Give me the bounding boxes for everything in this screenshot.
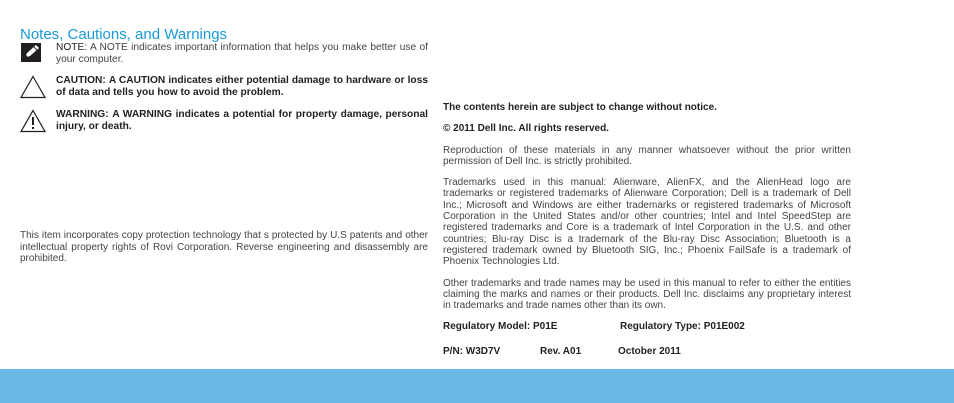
- rovi-notice: This item incorporates copy protection technology that s protected by U.S patents and other intellectual property rights of Rovi Corporation. Reverse engineering and disassembly are prohibited.: [20, 230, 428, 264]
- note-pencil-icon: [20, 42, 46, 66]
- note-label: NOTE:: [56, 42, 88, 53]
- regulatory-row: [443, 321, 851, 332]
- part-number-row: [443, 346, 851, 357]
- part-number: P/N: W3D7V: [443, 345, 501, 357]
- caution-triangle-icon: [20, 75, 46, 99]
- caution-label: CAUTION:: [56, 75, 106, 86]
- copyright: © 2011 Dell Inc. All rights reserved.: [443, 123, 609, 135]
- other-trademarks-text: Other trademarks and trade names may be used in this manual to refer to either the entities claiming the marks and names or their products. Dell Inc. disclaims any proprietary interest in trademarks and trade names other than its own.: [443, 277, 851, 312]
- trademarks-text: Trademarks used in this manual: Alienware, AlienFX, and the AlienHead logo are trademarks or registered trademarks of Alienware Corporation; Dell is a trademark of Dell Inc.; Microsoft and Windows are either trademarks or registered trademarks of Microsoft Corporation in the United States and/or other countries; Intel and Intel SpeedStep are registered trademarks and Core is a trademark of Intel Corporation in the U.S. and other countries; Blu-ray Disc is a trademark of the Blu-ray Disc Association; Bluetooth is a registered trademark owned by Bluetooth SIG, Inc.; Phoenix FailSafe is a trademark of Phoenix Technologies Ltd.: [443, 177, 851, 268]
- page-title: Notes, Cautions, and Warnings: [20, 26, 228, 44]
- warning-label: WARNING:: [56, 109, 109, 120]
- warning-block: [20, 109, 428, 133]
- caution-block: [20, 75, 428, 99]
- note-text: A NOTE indicates important information that helps you make better use of your computer.: [56, 42, 428, 65]
- change-notice: The contents herein are subject to change without notice.: [443, 102, 717, 113]
- legal-column: [443, 102, 851, 357]
- reproduction-text: Reproduction of these materials in any manner whatsoever without the prior written permission of Dell Inc. is strictly prohibited.: [443, 144, 851, 167]
- revision: Rev. A01: [540, 345, 582, 357]
- warning-exclamation-icon: [20, 109, 46, 133]
- warning-text: A WARNING indicates a potential for property damage, personal injury, or death.: [56, 109, 428, 132]
- footer-bar: [0, 369, 954, 403]
- note-block: [20, 42, 428, 66]
- regulatory-model: Regulatory Model: P01E: [443, 321, 558, 333]
- caution-text: A CAUTION indicates either potential damage to hardware or loss of data and tells you how to avoid the problem.: [56, 75, 428, 98]
- regulatory-type: Regulatory Type: P01E002: [620, 321, 745, 333]
- publication-date: October 2011: [618, 345, 681, 357]
